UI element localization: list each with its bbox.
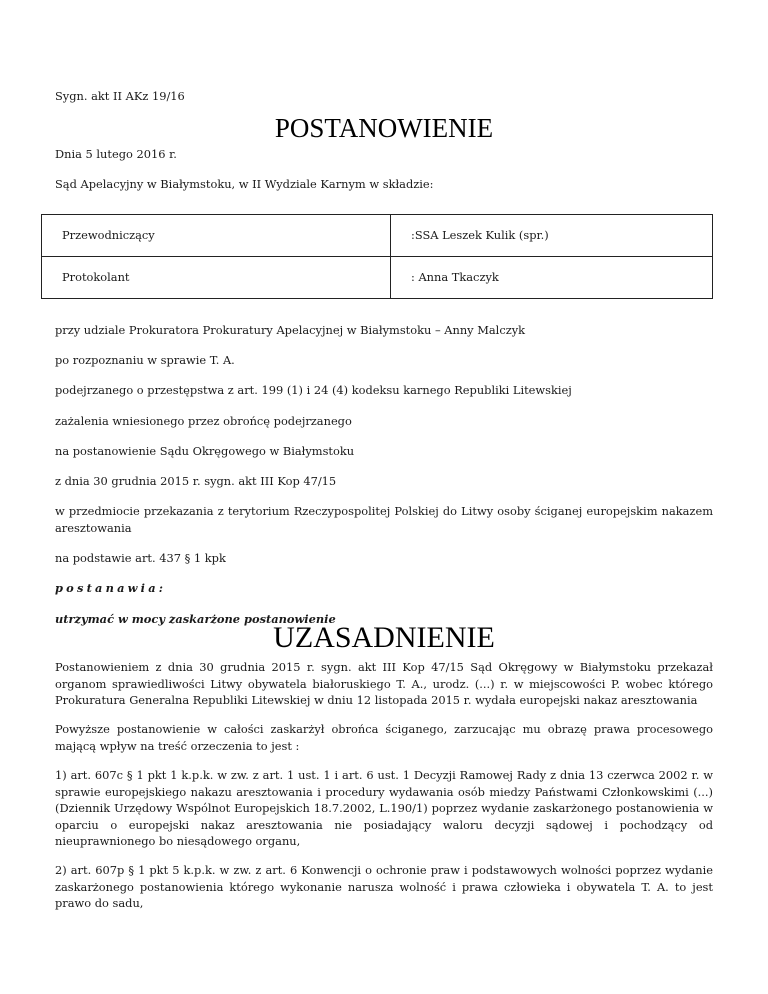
court-line: Sąd Apelacyjny w Białymstoku, w II Wydziale Karnym w składzie: xyxy=(55,177,434,191)
document-title: POSTANOWIENIE xyxy=(274,113,494,143)
paragraph: 1) art. 607c § 1 pkt 1 k.p.k. w zw. z art. 1 ust. 1 i art. 6 ust. 1 Decyzji Ramowej Rady z dnia 13 czerwca 2002 r. w sprawie europejskiego nakazu aresztowania i procedury wydawania osób miedzy Państwami Członkowskimi (...) (Dziennik Urzędowy Wspólnot Europejskich 18.7.2002, L.190/1) poprzez wydanie zaskarżonego postanowienia w oparciu o europejski nakaz aresztowania nie posiadający waloru decyzji sądowej i pochodzący od nieuprawnionego bo niesądowego organu, xyxy=(55,768,713,848)
paragraph: 2) art. 607p § 1 pkt 5 k.p.k. w zw. z art. 6 Konwencji o ochronie praw i podstawowych wolności poprzez wydanie zaskarżonego postanowienia którego wykonanie narusza wolność i prawa człowieka i obywatela T. A. to jest prawo do sadu, xyxy=(55,863,713,910)
person-cell: : Anna Tkaczyk xyxy=(391,257,713,299)
paragraph: Powyższe postanowienie w całości zaskarżył obrońca ściganego, zarzucając mu obrazę prawa procesowego mającą wpływ na treść orzeczenia to jest : xyxy=(55,722,713,753)
table-row xyxy=(42,215,713,257)
suspect-line: podejrzanego o przestępstwa z art. 199 (1) i 24 (4) kodeksu karnego Republiki Litewskiej xyxy=(55,383,572,397)
decision-date-line: z dnia 30 grudnia 2015 r. sygn. akt III Kop 47/15 xyxy=(55,474,337,488)
justification-title: UZASADNIENIE xyxy=(273,621,495,654)
person-cell: :SSA Leszek Kulik (spr.) xyxy=(391,215,713,257)
paragraph: Postanowieniem z dnia 30 grudnia 2015 r. sygn. akt III Kop 47/15 Sąd Okręgowy w Białymstoku przekazał organom sprawiedliwości Litwy obywatela białoruskiego T. A., urodz. (...) r. w miejscowości P. wobec którego Prokuratura Generalna Republiki Litewskiej w dniu 12 listopada 2015 r. wydała europejski nakaz aresztowania xyxy=(55,660,713,707)
case-number: Sygn. akt II AKz 19/16 xyxy=(55,89,185,103)
case-line: po rozpoznaniu w sprawie T. A. xyxy=(55,353,235,367)
role-cell: Przewodniczący xyxy=(42,215,391,257)
subject-line: w przedmiocie przekazania z terytorium Rzeczypospolitej Polskiej do Litwy osoby ściganej europejskim nakazem aresztowania xyxy=(55,504,713,535)
date-line: Dnia 5 lutego 2016 r. xyxy=(55,147,177,161)
ruling-heading: postanawia: xyxy=(55,581,167,595)
complaint-line: zażalenia wniesionego przez obrońcę podejrzanego xyxy=(55,414,352,428)
table-row xyxy=(42,257,713,299)
role-cell: Protokolant xyxy=(42,257,391,299)
basis-line: na podstawie art. 437 § 1 kpk xyxy=(55,551,226,565)
decision-on-line: na postanowienie Sądu Okręgowego w Białymstoku xyxy=(55,444,355,458)
ruling-text: utrzymać w mocy zaskarżone postanowienie xyxy=(55,612,336,626)
prosecutor-line: przy udziale Prokuratora Prokuratury Apelacyjnej w Białymstoku – Anny Malczyk xyxy=(55,323,526,337)
composition-table xyxy=(41,214,713,299)
